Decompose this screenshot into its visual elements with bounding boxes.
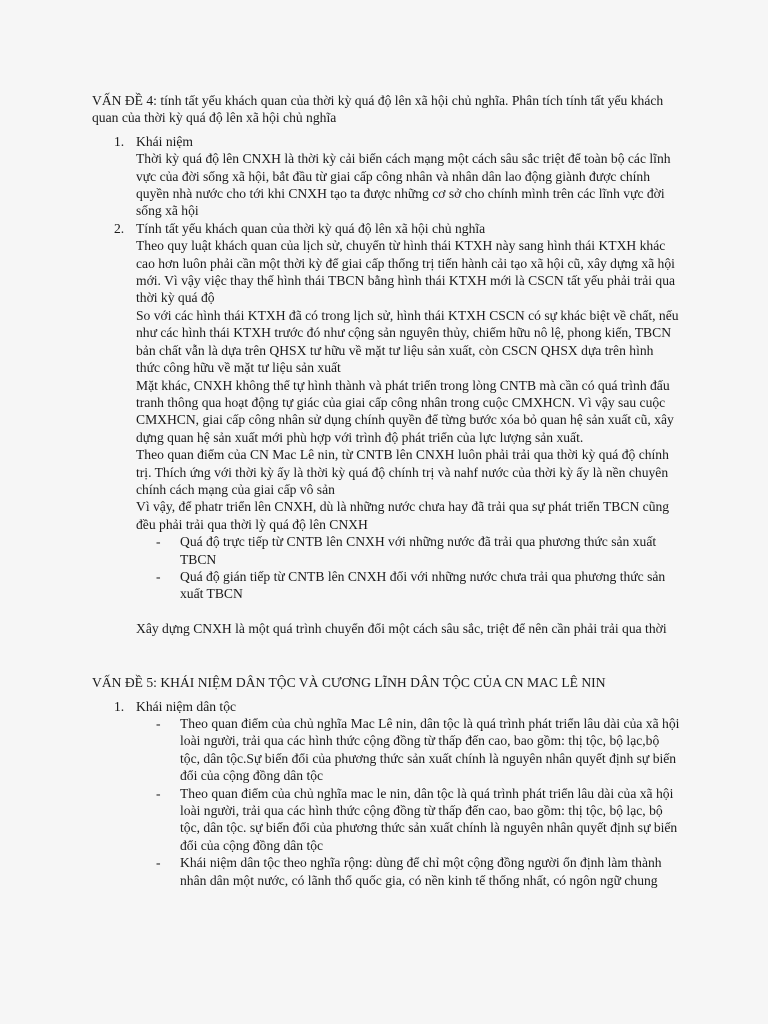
item-paragraph: Theo quy luật khách quan của lịch sử, chuyển từ hình thái KTXH này sang hình thái KTXH khác cao hơn luôn phải cần một thời kỳ để giai cấp thống trị tiến hành cải tạo xã hội cũ, xây dựng xã hội mới. Vì vậy việc thay thế hình thái TBCN bằng hình thái KTXH mới là CSCN tất yếu phải trải qua thời kỳ quá độ <box>136 238 676 306</box>
dash-item-text: Theo quan điểm của chủ nghĩa mac le nin, dân tộc là quá trình phát triển lâu dài của xã hội loài người, trải qua các hình thức cộng đồng từ thấp đến cao, bao gồm: thị tộc, bộ lạc, bộ tộc, dân tộc. sự biến đổi của phương thức sản xuất chính là nguyên nhân quyết định sự biến đổi của cộng đồng dân tộc <box>180 785 678 853</box>
section-5-list <box>92 698 680 889</box>
item-number: 1. <box>114 698 125 714</box>
dash-bullet: - <box>156 855 161 871</box>
dash-item <box>136 785 680 855</box>
dash-bullet: - <box>156 534 161 550</box>
dash-item <box>136 568 680 603</box>
dash-bullet: - <box>156 568 161 584</box>
dash-item-text: Theo quan điểm của chủ nghĩa Mac Lê nin, dân tộc là quá trình phát triển lâu dài của xã hội loài người, trải qua các hình thức cộng đồng từ thấp đến cao, bao gồm: thị tộc, bộ lạc,bộ tộc, dân tộc.Sự biến đổi của phương thức sản xuất chính là nguyên nhân quyết định sự biến đổi của cộng đồng dân tộc <box>180 716 680 784</box>
dash-item <box>136 854 680 889</box>
item-paragraph: Thời kỳ quá độ lên CNXH là thời kỳ cải biến cách mạng một cách sâu sắc triệt để toàn bộ các lĩnh vực của đời sống xã hội, bắt đầu từ giai cấp công nhân và nhân dân lao động giành được chính quyền nhà nước cho tới khi CNXH tạo ta được những cơ sở cho chính mình trên các lĩnh vực đời sống xã hội <box>136 151 671 219</box>
section-4-heading: VẤN ĐỀ 4: tính tất yếu khách quan của thời kỳ quá độ lên xã hội chủ nghĩa. Phân tích tính tất yếu khách quan của thời kỳ quá độ lên xã hội chủ nghĩa <box>92 93 664 126</box>
section-5-heading: VẤN ĐỀ 5: KHÁI NIỆM DÂN TỘC VÀ CƯƠNG LĨNH DÂN TỘC CỦA CN MAC LÊ NIN <box>92 675 606 691</box>
list-item <box>92 133 680 220</box>
list-item <box>92 698 680 889</box>
dash-bullet: - <box>156 716 161 731</box>
dash-item <box>136 715 680 785</box>
dash-list <box>136 715 680 889</box>
dash-item-text: Quá độ trực tiếp từ CNTB lên CNXH với những nước đã trải qua phương thức sản xuất TBCN <box>180 534 657 567</box>
dash-item-text: Quá độ gián tiếp từ CNTB lên CNXH đối với những nước chưa trải qua phương thức sản xuất TBCN <box>180 568 666 602</box>
dash-list <box>136 533 680 603</box>
item-number: 1. <box>114 133 125 149</box>
dash-item-text: Khái niệm dân tộc theo nghĩa rộng: dùng để chỉ một cộng đồng người ổn định làm thành nhân dân một nước, có lãnh thổ quốc gia, có nền kinh tế thống nhất, có ngôn ngữ chung <box>180 855 662 888</box>
item-number: 2. <box>114 220 125 236</box>
item-paragraph: Theo quan điểm của CN Mac Lê nin, từ CNTB lên CNXH luôn phải trải qua thời kỳ quá độ chính trị. Thích ứng với thời kỳ ấy là thời kỳ quá độ chính trị và nahf nước của thời kỳ ấy là nền chuyên chính cách mạng của giai cấp vô sản <box>136 447 669 497</box>
item-title: Khái niệm dân tộc <box>136 698 237 714</box>
item-note: Xây dựng CNXH là một quá trình chuyển đổi một cách sâu sắc, triệt để nên cần phải trải qua thời <box>136 620 667 636</box>
item-paragraph: Mặt khác, CNXH không thể tự hình thành và phát triển trong lòng CNTB mà cần có quá trình đấu tranh thông qua hoạt động tự giác của giai cấp công nhân trong cuộc CMXHCN. Vì vậy sau cuộc CMXHCN, giai cấp công nhân sử dụng chính quyền để từng bước xóa bỏ quan hệ sản xuất cũ, xây dựng quan hệ sản xuất mới phù hợp với trình độ phát triển của lực lượng sản xuất. <box>136 377 674 445</box>
item-paragraph: So với các hình thái KTXH đã có trong lịch sử, hình thái KTXH CSCN có sự khác biệt về chất, nếu như các hình thái KTXH trước đó như cộng sản nguyên thủy, chiếm hữu nô lệ, phong kiến, TBCN bản chất vẫn là dựa trên QHSX tư hữu về mặt tư liệu sản xuất, còn CSCN QHSX dựa trên hình thức công hữu về mặt tư liệu sản xuất <box>136 307 679 376</box>
section-4-list <box>92 133 680 637</box>
item-title: Tính tất yếu khách quan của thời kỳ quá độ lên xã hội chủ nghĩa <box>136 220 486 236</box>
dash-item <box>136 533 680 568</box>
item-paragraph: Vì vậy, để phatr triển lên CNXH, dù là những nước chưa hay đã trải qua sự phát triển TBCN cũng đều phải trải qua thời lỳ quá độ lên CNXH <box>136 499 670 532</box>
list-item <box>92 220 680 637</box>
document-body <box>92 92 680 889</box>
dash-bullet: - <box>156 785 161 801</box>
item-title: Khái niệm <box>136 133 194 149</box>
